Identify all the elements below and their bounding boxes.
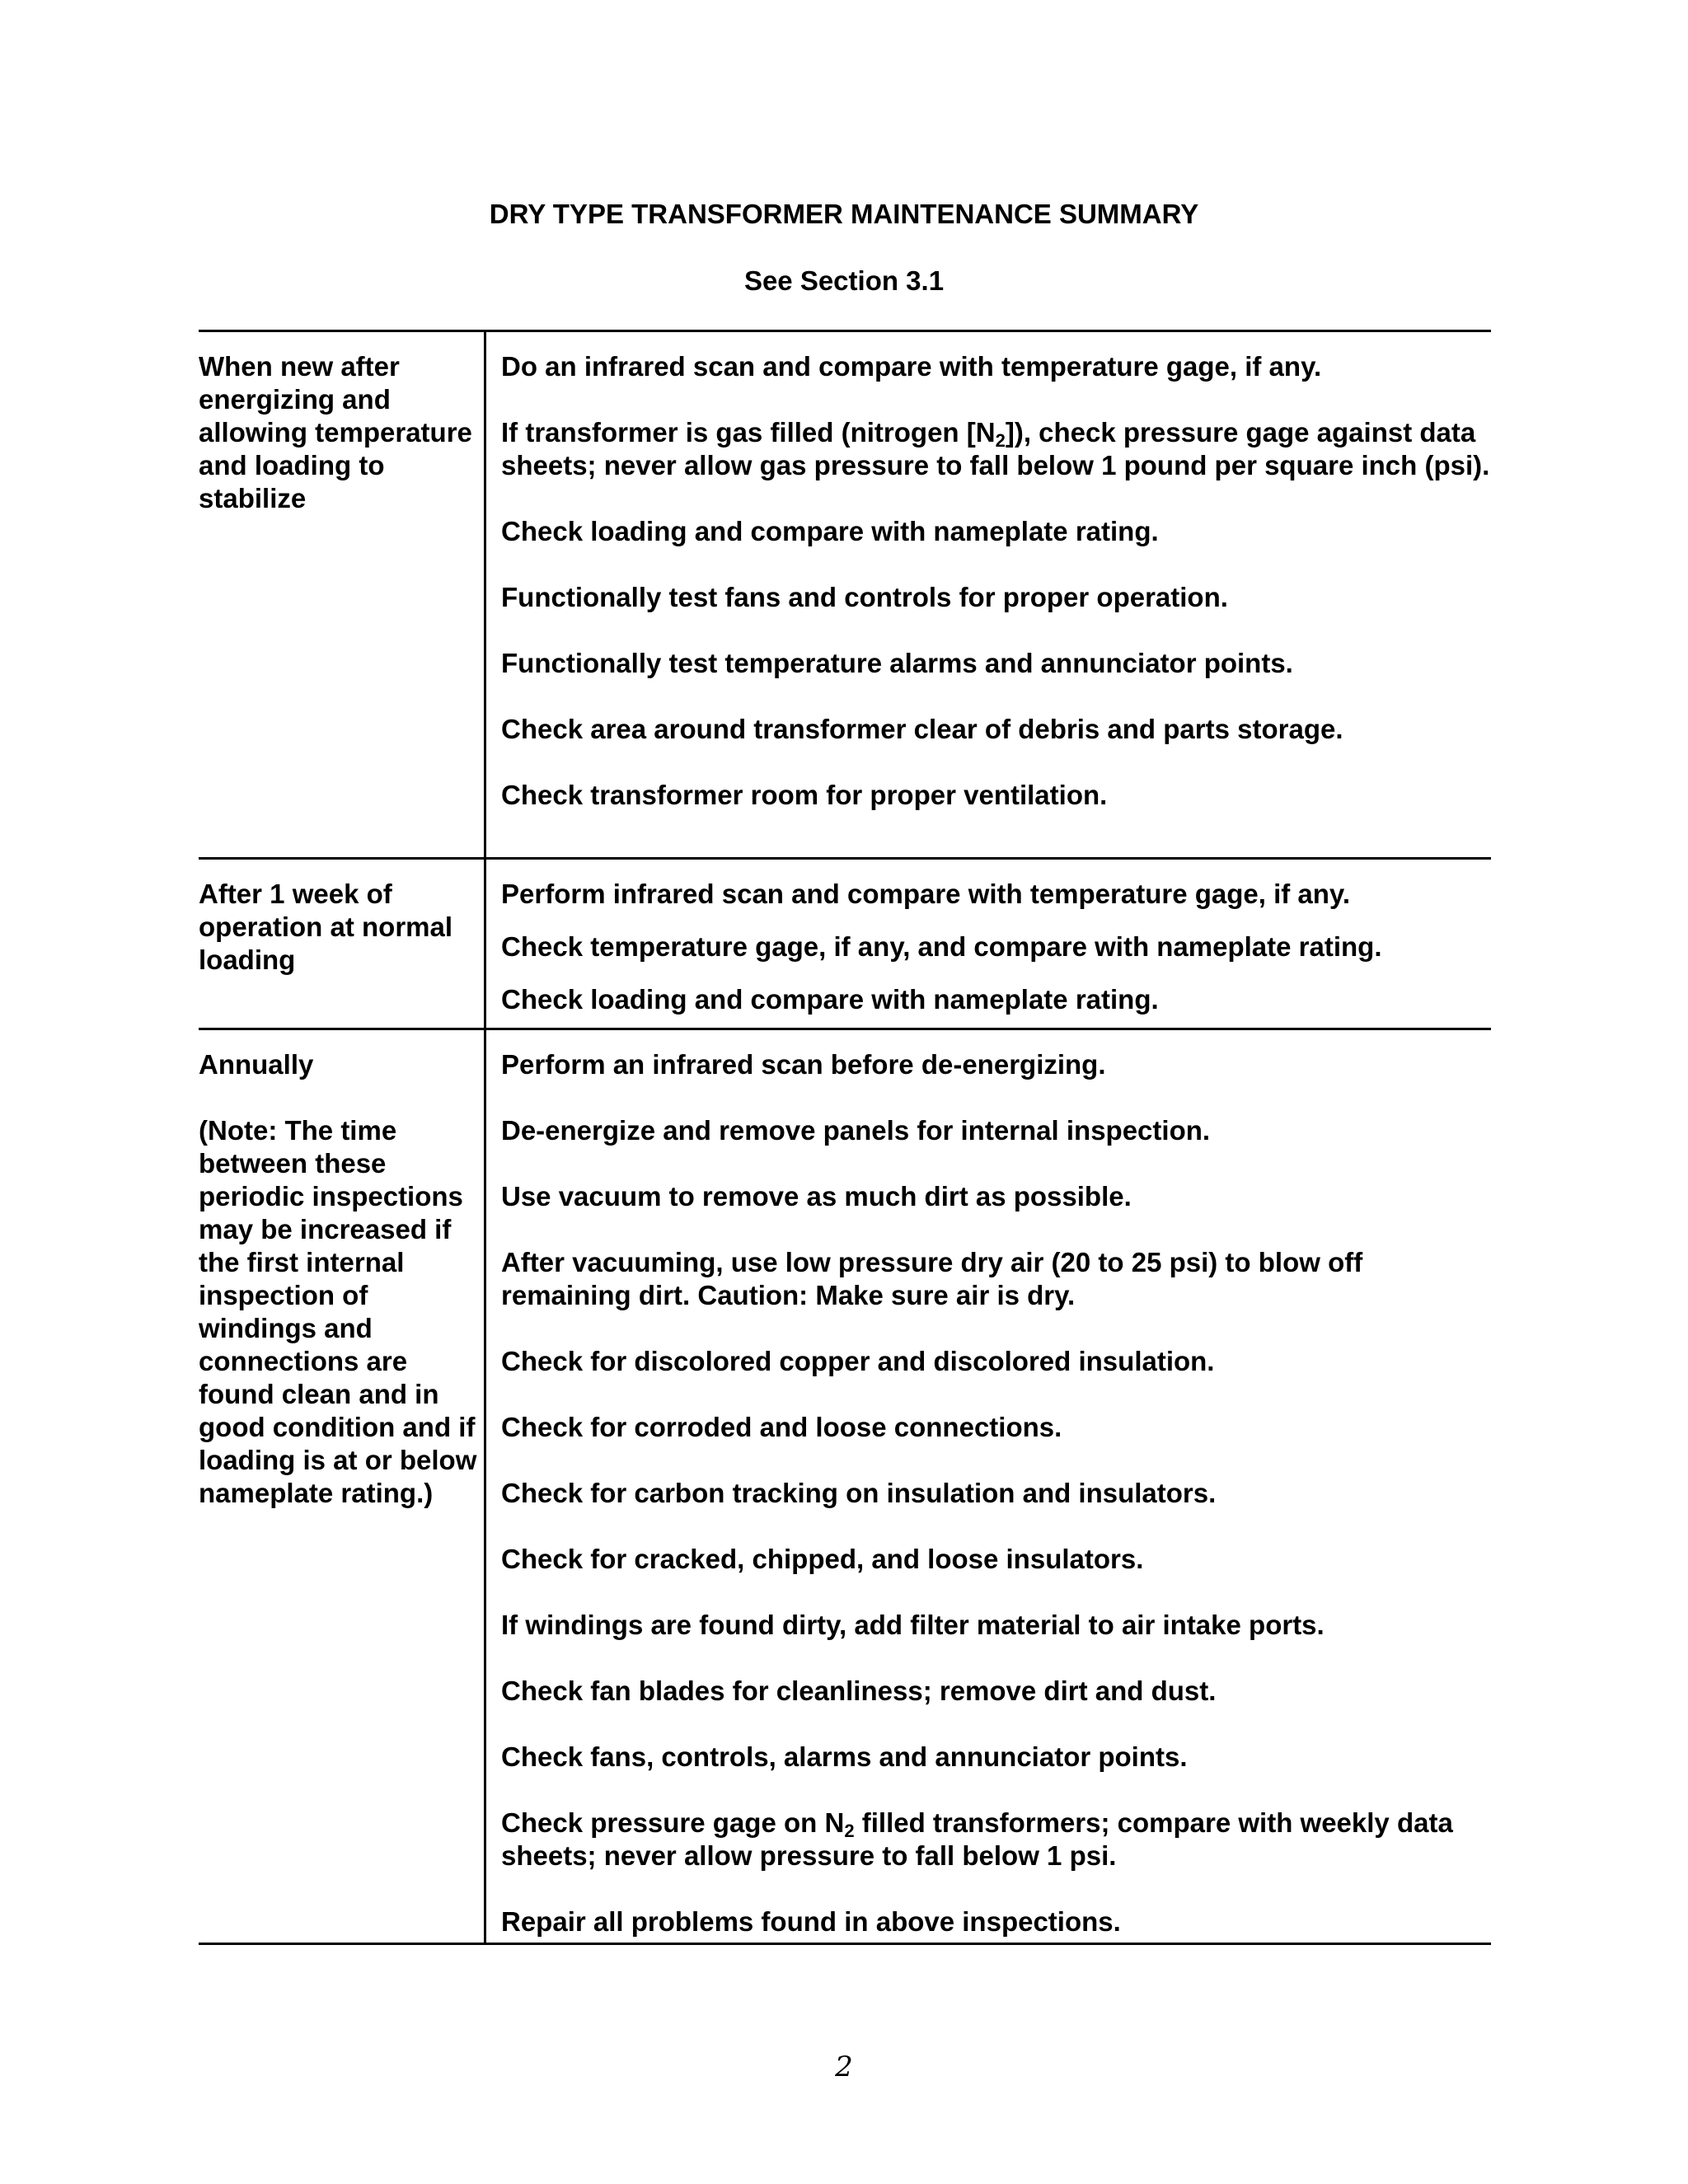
task-item: Check temperature gage, if any, and compare with nameplate rating.: [501, 931, 1382, 962]
task-item: Functionally test temperature alarms and annunciator points.: [501, 648, 1293, 678]
interval-note: (Note: The time between these periodic inspections may be increased if the first internal inspection of windings and connections are found clean and in good condition and if loading is at or below nameplate rating.): [199, 1115, 477, 1508]
task-item: Check transformer room for proper ventilation.: [501, 780, 1108, 810]
task-item: Repair all problems found in above inspections.: [501, 1906, 1121, 1937]
task-item: Functionally test fans and controls for proper operation.: [501, 582, 1228, 612]
task-item: Check for corroded and loose connections.: [501, 1412, 1062, 1442]
table-row: [199, 332, 1491, 860]
table-row: [199, 860, 1491, 1030]
task-item: Check for discolored copper and discolored insulation.: [501, 1346, 1215, 1376]
interval-label: After 1 week of operation at normal loading: [199, 879, 453, 975]
interval-label: When new after energizing and allowing temperature and loading to stabilize: [199, 351, 472, 513]
task-item: After vacuuming, use low pressure dry air (20 to 25 psi) to blow off remaining dirt. Caution: Make sure air is dry.: [501, 1247, 1363, 1310]
task-item: Do an infrared scan and compare with temperature gage, if any.: [501, 351, 1322, 382]
task-item: Check loading and compare with nameplate rating.: [501, 516, 1159, 546]
task-item: Check pressure gage on $N_2$ filled transformers; compare with weekly data sheets; never allow pressure to fall below 1 psi.: [501, 1807, 1453, 1871]
task-item: Use vacuum to remove as much dirt as possible.: [501, 1181, 1132, 1212]
tasks-cell: [486, 1030, 1491, 1943]
maintenance-schedule-table: [199, 330, 1491, 1945]
task-item: De-energize and remove panels for internal inspection.: [501, 1115, 1211, 1146]
task-item: Perform an infrared scan before de-energizing.: [501, 1049, 1106, 1080]
task-item: Check for carbon tracking on insulation and insulators.: [501, 1478, 1217, 1508]
task-item: Check loading and compare with nameplate rating.: [501, 984, 1159, 1015]
interval-label: Annually: [199, 1049, 314, 1080]
tasks-cell: [486, 860, 1491, 1028]
interval-cell: [199, 860, 486, 1028]
document-title: DRY TYPE TRANSFORMER MAINTENANCE SUMMARY: [489, 199, 1199, 229]
task-item: Perform infrared scan and compare with temperature gage, if any.: [501, 879, 1351, 909]
task-item: Check fans, controls, alarms and annunciator points.: [501, 1741, 1188, 1772]
task-item: Check fan blades for cleanliness; remove dirt and dust.: [501, 1675, 1217, 1706]
task-item: If windings are found dirty, add filter material to air intake ports.: [501, 1610, 1325, 1640]
interval-cell: [199, 332, 486, 857]
task-item: Check for cracked, chipped, and loose insulators.: [501, 1544, 1144, 1574]
task-item: If transformer is gas filled (nitrogen $[N_2]$), check pressure gage against data sheets; never allow gas pressure to fall below 1 pound per square inch (psi).: [501, 417, 1490, 480]
table-row: [199, 1030, 1491, 1945]
task-item: Check area around transformer clear of debris and parts storage.: [501, 714, 1343, 744]
page-number: 2: [835, 2050, 853, 2083]
section-reference: See Section 3.1: [743, 265, 945, 296]
interval-cell: [199, 1030, 486, 1943]
tasks-cell: [486, 332, 1491, 857]
